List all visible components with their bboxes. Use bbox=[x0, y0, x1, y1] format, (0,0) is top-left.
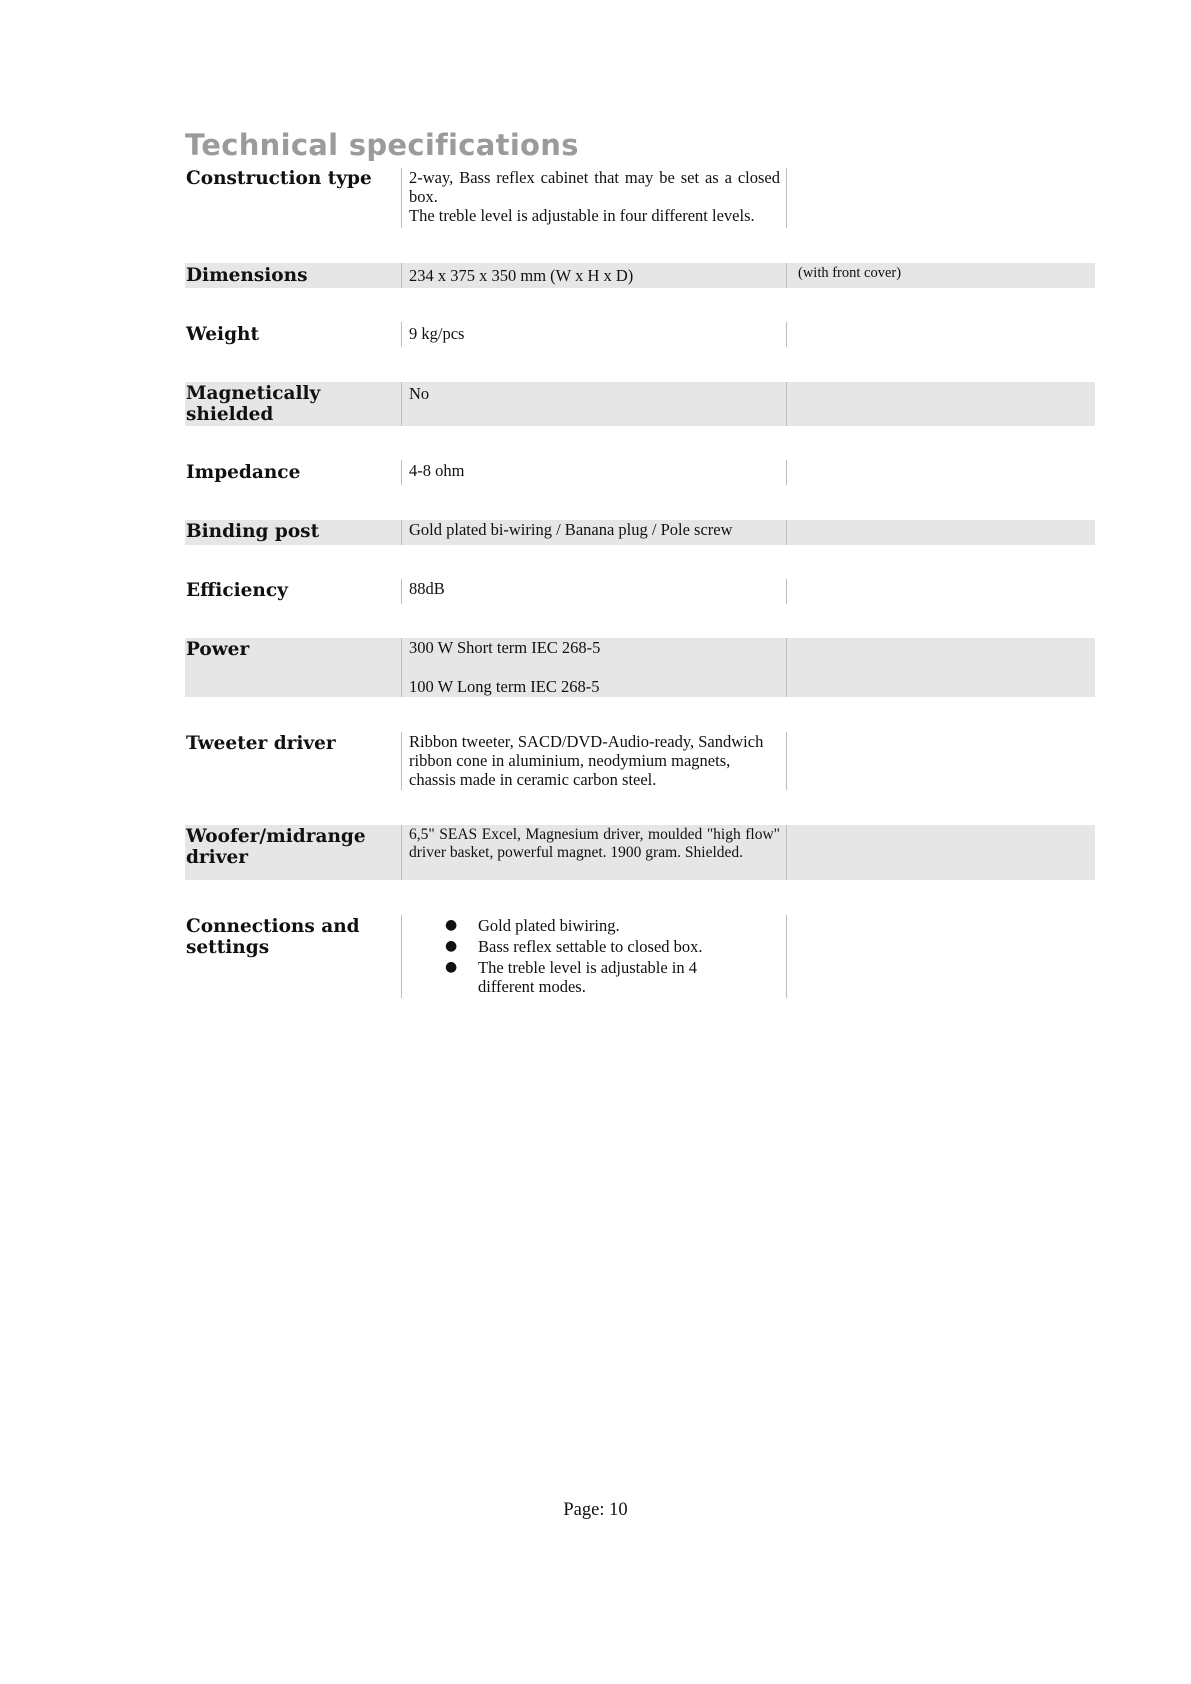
spec-value-line: 9 kg/pcs bbox=[409, 324, 465, 343]
list-item-text: Gold plated biwiring. bbox=[478, 916, 620, 935]
spec-row-woofer-midrange-driver bbox=[185, 825, 1095, 880]
spec-value-line: 6,5" SEAS Excel, Magnesium driver, moulded "high flow" driver basket, powerful magnet. 1900 gram. Shielded. bbox=[409, 826, 780, 861]
spec-value bbox=[401, 382, 787, 426]
spec-value-line: The treble level is adjustable in four different levels. bbox=[409, 206, 755, 225]
spec-value bbox=[401, 263, 787, 288]
spec-value-line: 100 W Long term IEC 268-5 bbox=[409, 677, 600, 696]
spec-value-line: 2-way, Bass reflex cabinet that may be set as a closed box. bbox=[409, 168, 780, 206]
list-item bbox=[409, 958, 708, 996]
spec-row-impedance bbox=[185, 460, 1095, 485]
spec-label: Weight bbox=[186, 324, 259, 345]
spec-label: Dimensions bbox=[186, 265, 308, 286]
spec-value-line: 4-8 ohm bbox=[409, 461, 465, 480]
spec-label: Tweeter driver bbox=[186, 733, 336, 754]
bullet-icon: ● bbox=[445, 917, 458, 933]
bullet-icon: ● bbox=[445, 938, 458, 954]
spec-value-line: No bbox=[409, 384, 430, 403]
spec-value bbox=[401, 520, 787, 545]
spec-value-line: Gold plated bi-wiring / Banana plug / Pole screw bbox=[409, 520, 733, 539]
spec-label: Efficiency bbox=[186, 580, 288, 601]
spec-value-line: 88dB bbox=[409, 579, 445, 598]
spec-row-binding-post bbox=[185, 520, 1095, 545]
spec-value bbox=[401, 638, 787, 697]
page-title: Technical specifications bbox=[185, 128, 579, 162]
spec-row-construction-type bbox=[185, 168, 1095, 228]
spec-label: Magnetically shielded bbox=[186, 383, 321, 425]
spec-row-tweeter-driver bbox=[185, 732, 1095, 790]
spec-note: (with front cover) bbox=[798, 265, 902, 281]
spec-value bbox=[401, 732, 787, 790]
list-item bbox=[409, 916, 780, 935]
spec-value-line: Ribbon tweeter, SACD/DVD-Audio-ready, Sandwich ribbon cone in aluminium, neodymium magnets, chassis made in ceramic carbon steel. bbox=[409, 732, 764, 789]
list-item-text: The treble level is adjustable in 4 different modes. bbox=[478, 958, 698, 996]
spec-label: Connections and settings bbox=[186, 916, 360, 958]
spec-label: Power bbox=[186, 639, 250, 660]
spec-value bbox=[401, 460, 787, 485]
spec-value-line: 234 x 375 x 350 mm (W x H x D) bbox=[409, 266, 634, 285]
spec-label: Binding post bbox=[186, 521, 320, 542]
spec-value-line: 300 W Short term IEC 268-5 bbox=[409, 638, 601, 657]
spec-row-power bbox=[185, 638, 1095, 697]
list-item bbox=[409, 937, 780, 956]
spec-row-magnetically-shielded bbox=[185, 382, 1095, 426]
spec-row-efficiency bbox=[185, 579, 1095, 604]
bullet-list bbox=[409, 916, 780, 996]
bullet-icon: ● bbox=[445, 959, 458, 975]
spec-value bbox=[401, 915, 787, 998]
page-number: Page: 10 bbox=[563, 1500, 628, 1520]
spec-row-dimensions bbox=[185, 263, 1095, 288]
spec-value bbox=[401, 825, 787, 880]
spec-row-weight bbox=[185, 322, 1095, 347]
spec-label: Construction type bbox=[186, 168, 372, 189]
spec-label: Woofer/midrange driver bbox=[186, 826, 366, 868]
list-item-text: Bass reflex settable to closed box. bbox=[478, 937, 703, 956]
spec-row-connections-and-settings bbox=[185, 915, 1095, 998]
spec-value bbox=[401, 168, 787, 228]
spec-value bbox=[401, 322, 787, 347]
spec-value bbox=[401, 579, 787, 604]
spec-label: Impedance bbox=[186, 462, 301, 483]
